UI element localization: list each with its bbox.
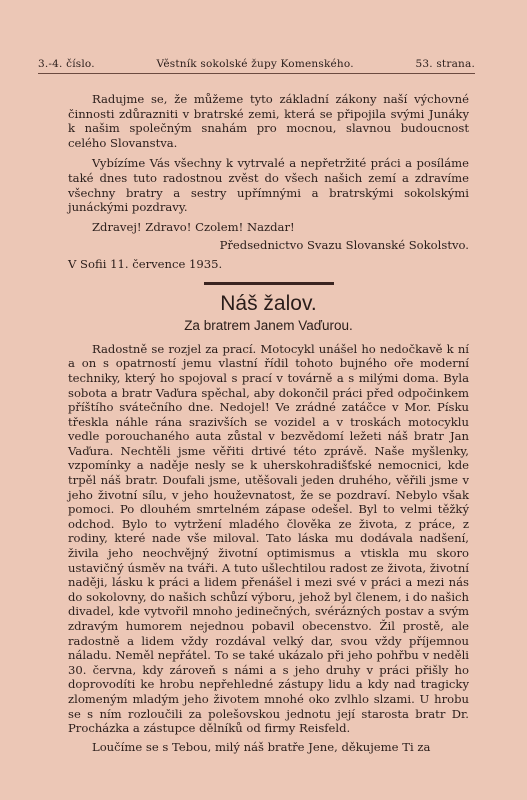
article-subtitle: Za bratrem Janem Vaďurou.: [184, 318, 353, 334]
letter-paragraph-1: Radujme se, že můžeme tyto základní zákony naší výchovné činnosti zdůrazniti v bratrské zemi, která se připojila svými Junáky k našim společným snahám pro mocnou, slavnou budoucnost celého Slovanstva.: [68, 92, 469, 150]
letter-paragraph-2: Vybízíme Vás všechny k vytrvalé a nepřetržité práci a posíláme také dnes tuto radostnou zvěst do všech našich zemí a zdravíme všechny bratry a sestry upřímnými a bratrskými sokolskými junáckými pozdravy.: [68, 156, 469, 215]
obituary-text: [68, 342, 469, 755]
letter-signature: Předsednictvo Svazu Slovanské Sokolstvo.: [219, 238, 469, 253]
obituary-paragraph-1: Radostně se rozjel za prací. Motocykl unášel ho nedočkavě k ní a on s opatrností jemu vlastní řídil tohoto bujného oře moderní techniky, který ho spojoval s prací v továrně a s milými doma. Byla sobota a bratr Vaďura spěchal, aby dokončil práci před odpočinkem příštího svátečního dne. Nedojel! Ve zrádné zatáčce v Mor. Písku třeskla náhle rána srazivších se vozidel a v troskách motocyklu vedle porouchaného auta zůstal v bezvědomí ležeti náš bratr Jan Vaďura. Nechtěli jsme věřiti drtivé této zprávě. Naše myšlenky, vzpomínky a naděje nesly se k uherskohradišťské nemocnici, kde trpěl náš bratr. Doufali jsme, utěšovali jeden druhého, věřili jsme v jeho životní sílu, v jeho houževnatost, že se pozdraví. Nebylo však pomoci. Po dlouhém smrtelném zápase odešel. Byl to velmi těžký odchod. Bylo to vytržení mladého člověka ze života, z práce, z rodiny, které nade vše miloval. Tato láska mu dodávala nadšení, živila jeho neochvějný životní optimismus a vtiskla mu skoro ustavičný úsměv na tváři. A tuto ušlechtilou radost ze života, životní naději, lásku k práci a lidem přenášel i mezi své v práci a mezi nás do sokolovny, do našich schůzí výboru, jehož byl členem, i do našich divadel, kde vytvořil mnoho jedinečných, svérázných postav a svým zdravým humorem nejednou pobavil obecenstvo. Žil prostě, ale radostně a lidem vždy rozdával velký dar, svou vždy příjemnou náladu. Neměl nepřátel. To se také ukázalo při jeho pohřbu v neděli 30. června, kdy zároveň s námi a s jeho druhy v práci přišly ho doprovodíti ke hrobu nepřehledné zástupy lidu a kdy nad tragicky zlomeným mladým jeho životem mnohé oko zvlhlo slzami. U hrobu se s ním rozloučili za polešovskou jednotu její starosta bratr Dr. Procházka a zástupce dělníků od firmy Reisfeld.: [68, 341, 469, 736]
section-divider: [204, 282, 334, 285]
running-header: [38, 58, 475, 74]
letter-greeting: Zdravej! Zdravo! Czolem! Nazdar!: [92, 219, 295, 234]
article-title: Náš žalov.: [220, 291, 317, 315]
page-body: [68, 92, 469, 754]
obituary-paragraph-2: Loučíme se s Tebou, milý náš bratře Jene, děkujeme Ti za: [92, 739, 431, 754]
page-number: 53. strana.: [415, 58, 475, 70]
issue-number: 3.-4. číslo.: [38, 58, 95, 70]
letter-date: V Sofii 11. července 1935.: [68, 256, 223, 271]
journal-title: Věstník sokolské župy Komenského.: [156, 58, 354, 70]
